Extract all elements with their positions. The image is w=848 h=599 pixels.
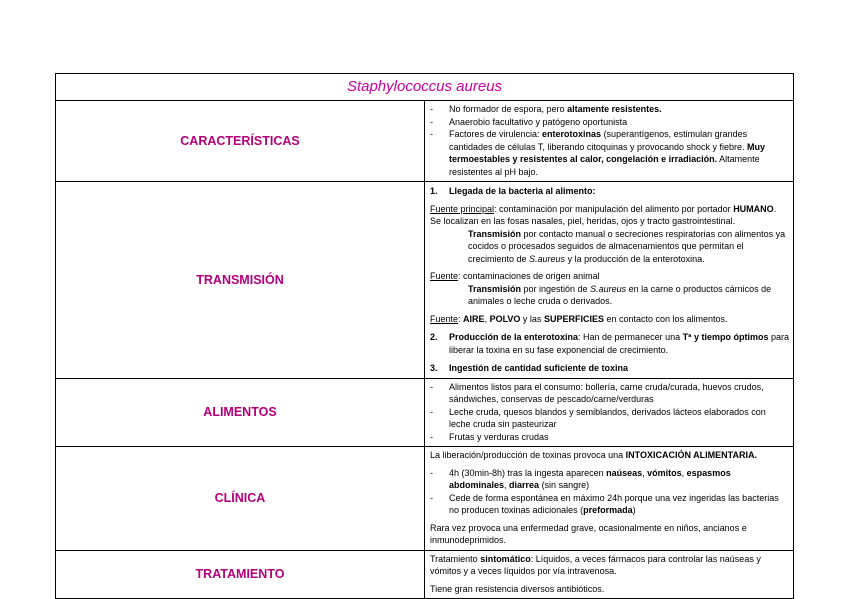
summary-table <box>55 73 794 599</box>
row-clinica <box>56 447 794 551</box>
list-item: - Alimentos listos para el consumo: bollería, carne cruda/curada, huevos crudos, sándwiches, conservas de pescado/carne/verduras <box>430 381 764 404</box>
list-item: - 4h (30min-8h) tras la ingesta aparecen naúseas, vómitos, espasmos abdominales, diarrea (sin sangre) <box>430 467 731 490</box>
content-transmision <box>425 182 794 379</box>
list-item: - Anaerobio facultativo y patógeno oportunista <box>430 116 628 127</box>
bullet: - <box>430 381 433 392</box>
label-tratamiento: TRATAMIENTO <box>56 550 425 599</box>
row-tratamiento <box>56 550 794 599</box>
bullet: - <box>430 129 433 139</box>
tratamiento-line: Tiene gran resistencia diversos antibióticos. <box>430 583 605 594</box>
label-caracteristicas: CARACTERÍSTICAS <box>56 101 425 182</box>
transmission-paragraph: Transmisión por contacto manual o secreciones respiratorias con alimentos ya cocidos o procesados seguidos de almacenamientos que permitan el crecimiento de S.aureus y la producción de la enterotoxina. <box>468 228 786 264</box>
label-alimentos: ALIMENTOS <box>56 378 425 447</box>
numbered-heading: 1. Llegada de la bacteria al alimento: <box>430 186 596 196</box>
title-row <box>56 74 794 101</box>
content-alimentos <box>425 378 794 447</box>
clinica-outro: Rara vez provoca una enfermedad grave, ocasionalmente en niños, ancianos e inmunodeprimidos. <box>430 522 747 545</box>
list-item: - No formador de espora, pero altamente resistentes. <box>430 104 662 114</box>
source-paragraph: Fuente: contaminaciones de origen animal <box>430 271 600 281</box>
content-caracteristicas <box>425 101 794 182</box>
numbered-heading: 2. Producción de la enterotoxina: Han de permanecer una Tª y tiempo óptimos para liberar la toxina en su fase exponencial de crecimiento. <box>430 332 789 355</box>
list-item: - Leche cruda, quesos blandos y semiblandos, derivados lácteos elaborados con leche cruda sin pasteurizar <box>430 406 766 429</box>
bullet: - <box>430 431 433 442</box>
numbered-heading: 3. Ingestión de cantidad suficiente de toxina <box>430 363 629 373</box>
content-tratamiento <box>425 550 794 599</box>
bullet: - <box>430 104 433 114</box>
clinica-intro: La liberación/producción de toxinas provoca una INTOXICACIÓN ALIMENTARIA. <box>430 450 757 460</box>
list-item: - Factores de virulencia: enterotoxinas (superantígenos, estimulan grandes cantidades de células T, liberando citoquinas y provocando shock y fiebre. Muy termoestables y resistentes al calor, congelación e irradiación. Altamente resistentes al pH bajo. <box>430 129 766 177</box>
bullet: - <box>430 406 433 417</box>
label-transmision: TRANSMISIÓN <box>56 182 425 379</box>
row-transmision <box>56 182 794 379</box>
source-paragraph: Fuente: AIRE, POLVO y las SUPERFICIES en contacto con los alimentos. <box>430 313 728 324</box>
list-item: - Frutas y verduras crudas <box>430 431 549 442</box>
transmission-paragraph: Transmisión por ingestión de S.aureus en la carne o productos cárnicos de animales o leche cruda o derivados. <box>468 283 772 306</box>
source-paragraph: Fuente principal: contaminación por manipulación del alimento por portador HUMANO. Se localizan en las fosas nasales, piel, heridas, ojos y tracto gastrointestinal. <box>430 203 777 226</box>
bullet: - <box>430 116 433 127</box>
bullet: - <box>430 467 433 478</box>
bullet: - <box>430 492 433 503</box>
row-alimentos <box>56 378 794 447</box>
tratamiento-line: Tratamiento sintomático: Líquidos, a veces fármacos para controlar las naúseas y vómitos y a veces líquidos por vía intravenosa. <box>430 553 761 576</box>
row-caracteristicas <box>56 101 794 182</box>
page-title: Staphylococcus aureus <box>346 78 503 95</box>
list-item: - Cede de forma espontánea en máximo 24h porque una vez ingeridas las bacterias no producen toxinas adicionales (preformada) <box>430 492 779 515</box>
label-clinica: CLÍNICA <box>56 447 425 551</box>
title-cell <box>56 74 794 101</box>
content-clinica <box>425 447 794 551</box>
